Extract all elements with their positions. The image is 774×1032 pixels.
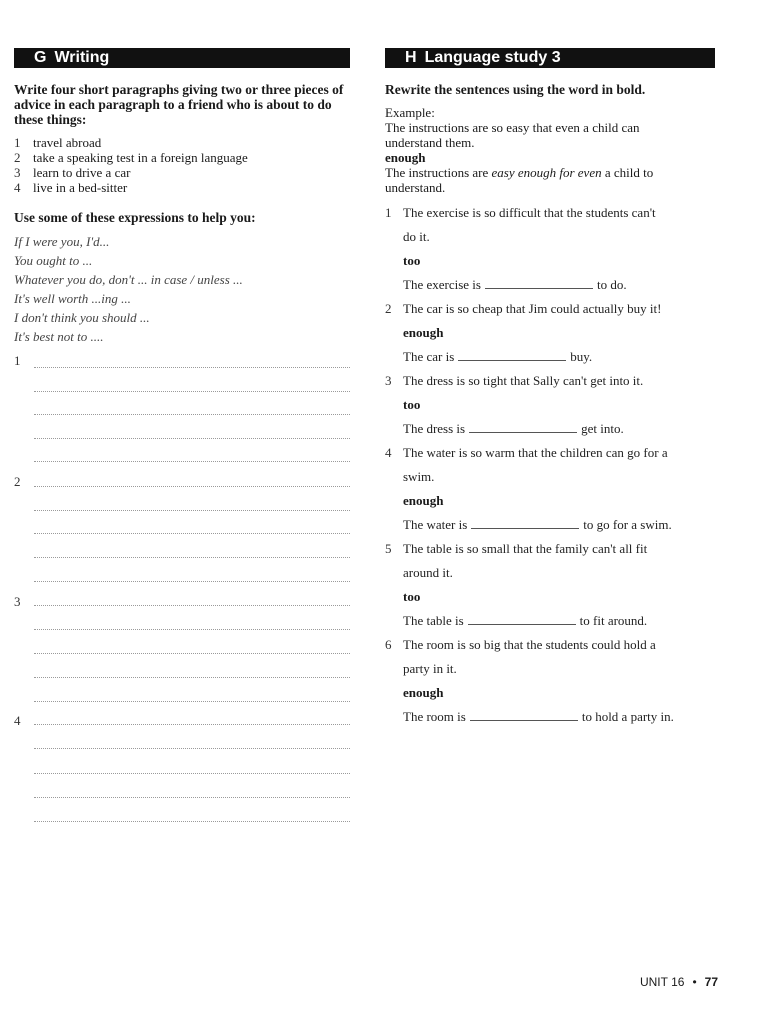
key-word: too (403, 397, 421, 412)
writing-line (34, 486, 350, 487)
question-sentence-cont: do it. (403, 229, 430, 244)
answer-start: The room is (403, 709, 466, 724)
item-number: 1 (14, 135, 21, 150)
writing-line (34, 653, 350, 654)
list-item (14, 150, 350, 165)
question-sentence: The car is so cheap that Jim could actually buy it! (403, 301, 662, 316)
key-word: enough (403, 685, 444, 700)
answer-end: get into. (581, 421, 624, 436)
answer-start: The water is (403, 517, 468, 532)
writing-line (34, 510, 350, 511)
answer-end: to hold a party in. (581, 709, 674, 724)
example-answer-italic: easy enough for even (491, 165, 602, 180)
answer-start: The table is (403, 613, 464, 628)
unit-label: UNIT 16 (639, 975, 685, 989)
expression: It's well worth ...ing ... (14, 291, 131, 306)
writing-line (34, 629, 350, 630)
answer-blank[interactable] (471, 527, 579, 529)
list-item (14, 135, 350, 150)
writing-line (34, 367, 350, 368)
answer-line (403, 613, 647, 628)
writing-line (34, 724, 350, 725)
item-text: live in a bed-sitter (33, 180, 128, 195)
section-letter: G (34, 49, 47, 66)
paragraph-number: 2 (14, 474, 21, 489)
answer-line (403, 349, 592, 364)
writing-line (34, 438, 350, 439)
question-sentence: The exercise is so difficult that the students can't (403, 205, 656, 220)
example-answer-end: a child to (601, 165, 654, 180)
section-title: Writing (54, 49, 110, 66)
section-letter: H (405, 49, 417, 66)
page-number: 77 (704, 975, 718, 989)
item-number: 4 (14, 180, 21, 195)
writing-line (34, 677, 350, 678)
writing-line (34, 581, 350, 582)
expressions-heading: Use some of these expressions to help you: (14, 210, 256, 225)
example-answer-start: The instructions are (385, 165, 492, 180)
answer-blank[interactable] (468, 623, 576, 625)
writing-line (34, 821, 350, 822)
page-footer (640, 975, 718, 989)
expression: I don't think you should ... (14, 310, 150, 325)
question-number: 2 (385, 301, 392, 316)
answer-start: The exercise is (403, 277, 481, 292)
example-answer-cont: understand. (385, 180, 446, 195)
question-sentence: The water is so warm that the children can go for a (403, 445, 668, 460)
item-number: 3 (14, 165, 21, 180)
answer-end: to go for a swim. (583, 517, 672, 532)
answer-line (403, 517, 672, 532)
example-sentence-cont: understand them. (385, 135, 475, 150)
question-number: 5 (385, 541, 392, 556)
writing-instruction: Write four short paragraphs giving two or three pieces of advice in each paragraph to a friend who is about to do these things: (14, 82, 344, 127)
answer-line (403, 421, 624, 436)
expression: You ought to ... (14, 253, 93, 268)
question-sentence: The table is so small that the family can't all fit (403, 541, 648, 556)
writing-line (34, 701, 350, 702)
question-sentence: The dress is so tight that Sally can't get into it. (403, 373, 644, 388)
writing-line (34, 797, 350, 798)
question-number: 6 (385, 637, 392, 652)
answer-start: The dress is (403, 421, 466, 436)
language-study-header (385, 48, 715, 68)
question-sentence-cont: party in it. (403, 661, 457, 676)
answer-blank[interactable] (485, 287, 593, 289)
answer-start: The car is (403, 349, 455, 364)
item-number: 2 (14, 150, 21, 165)
question-number: 3 (385, 373, 392, 388)
question-number: 1 (385, 205, 392, 220)
answer-end: to do. (596, 277, 627, 292)
key-word: enough (403, 493, 444, 508)
writing-line (34, 605, 350, 606)
writing-line (34, 414, 350, 415)
item-text: travel abroad (33, 135, 102, 150)
writing-line (34, 533, 350, 534)
paragraph-number: 4 (14, 713, 21, 728)
answer-line (403, 277, 627, 292)
key-word: too (403, 589, 421, 604)
paragraph-number: 3 (14, 594, 21, 609)
writing-line (34, 748, 350, 749)
question-number: 4 (385, 445, 392, 460)
answer-blank[interactable] (470, 719, 578, 721)
footer-separator: • (692, 975, 697, 989)
expression: If I were you, I'd... (14, 234, 110, 249)
writing-line (34, 557, 350, 558)
question-sentence-cont: swim. (403, 469, 435, 484)
writing-line (34, 391, 350, 392)
key-word: enough (403, 325, 444, 340)
answer-blank[interactable] (458, 359, 566, 361)
expression: It's best not to .... (14, 329, 104, 344)
item-text: learn to drive a car (33, 165, 131, 180)
example-label: Example: (385, 105, 435, 120)
item-text: take a speaking test in a foreign language (33, 150, 248, 165)
example-answer (385, 165, 653, 180)
answer-end: buy. (570, 349, 593, 364)
answer-line (403, 709, 674, 724)
key-word: too (403, 253, 421, 268)
question-sentence-cont: around it. (403, 565, 453, 580)
list-item (14, 165, 350, 180)
writing-line (34, 773, 350, 774)
language-study-instruction: Rewrite the sentences using the word in bold. (385, 82, 646, 97)
expression: Whatever you do, don't ... in case / unless ... (14, 272, 243, 287)
writing-header (14, 48, 350, 68)
example-sentence: The instructions are so easy that even a child can (385, 120, 640, 135)
example-word: enough (385, 150, 426, 165)
writing-line (34, 461, 350, 462)
paragraph-number: 1 (14, 353, 21, 368)
question-sentence: The room is so big that the students could hold a (403, 637, 656, 652)
list-item (14, 180, 350, 195)
answer-end: to fit around. (579, 613, 648, 628)
answer-blank[interactable] (469, 431, 577, 433)
section-title: Language study 3 (424, 49, 561, 66)
